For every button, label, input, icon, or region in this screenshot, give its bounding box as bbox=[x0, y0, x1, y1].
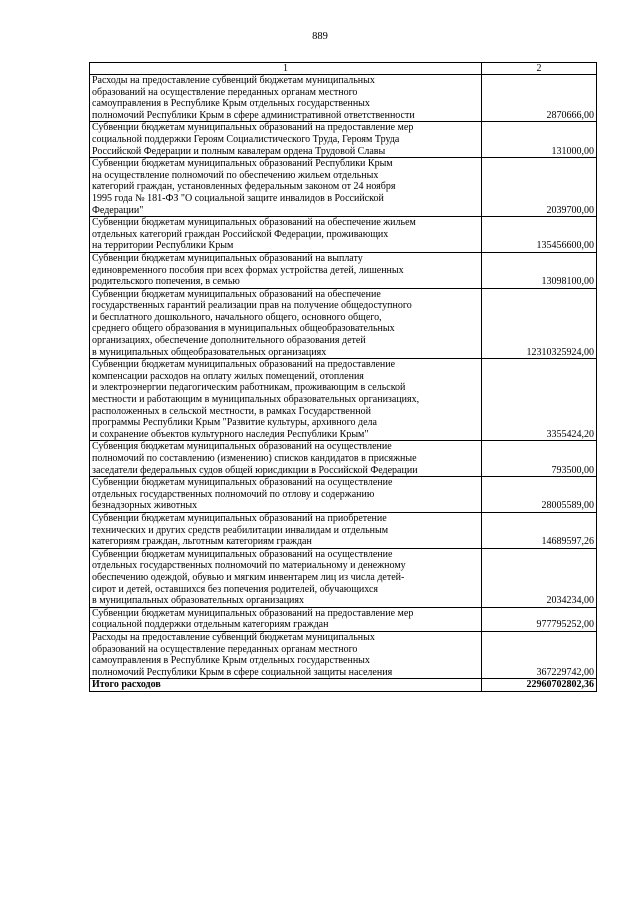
budget-table bbox=[89, 62, 597, 692]
row-amount: 2039700,00 bbox=[482, 158, 597, 217]
row-description: Субвенции бюджетам муниципальных образований на предоставление мер социальной поддержки Героям Социалистического Труда, Героям Труда Российской Федерации и полным кавалерам ордена Трудовой Славы bbox=[90, 122, 482, 158]
row-amount: 977795252,00 bbox=[482, 607, 597, 631]
row-amount: 2034234,00 bbox=[482, 548, 597, 607]
row-amount: 135456600,00 bbox=[482, 217, 597, 253]
row-description: Субвенции бюджетам муниципальных образований на приобретение технических и других средств реабилитации инвалидам и отдельным категориям граждан, льготным категориям граждан bbox=[90, 512, 482, 548]
row-description: Субвенции бюджетам муниципальных образований на предоставление компенсации расходов на оплату жилых помещений, отопления и электроэнергии педагогическим работникам, проживающим в сельской местности и работающим в муниципальных образовательных организациях, расположенных в сельской местности, в рамках Государственной программы Республики Крым "Развитие культуры, архивного дела и сохранение объектов культурного наследия Республики Крым" bbox=[90, 359, 482, 441]
row-amount: 793500,00 bbox=[482, 441, 597, 477]
row-amount: 13098100,00 bbox=[482, 252, 597, 288]
row-description: Субвенции бюджетам муниципальных образований Республики Крым на осуществление полномочий по обеспечению жильем отдельных категорий граждан, установленных федеральным законом от 24 ноября 1995 года № 181-ФЗ "О социальной защите инвалидов в Российской Федерации" bbox=[90, 158, 482, 217]
table-row bbox=[90, 441, 597, 477]
column-header-1: 1 bbox=[90, 63, 482, 75]
table-row bbox=[90, 252, 597, 288]
table-row bbox=[90, 217, 597, 253]
table-row bbox=[90, 548, 597, 607]
table-row bbox=[90, 607, 597, 631]
row-amount: 131000,00 bbox=[482, 122, 597, 158]
table-row bbox=[90, 75, 597, 122]
row-description: Субвенции бюджетам муниципальных образований на осуществление отдельных государственных полномочий по отлову и содержанию безнадзорных животных bbox=[90, 477, 482, 513]
row-description: Субвенция бюджетам муниципальных образований на осуществление полномочий по составлению (изменению) списков кандидатов в присяжные заседатели федеральных судов общей юрисдикции в Российской Федерации bbox=[90, 441, 482, 477]
total-row bbox=[90, 679, 597, 692]
row-description: Субвенции бюджетам муниципальных образований на обеспечение государственных гарантий реализации прав на получение общедоступного и бесплатного дошкольного, начального общего, основного общего, среднего общего образования в муниципальных общеобразовательных организациях, обеспечение дополнительного образования детей в муниципальных общеобразовательных организациях bbox=[90, 288, 482, 359]
row-amount: 12310325924,00 bbox=[482, 288, 597, 359]
row-description: Расходы на предоставление субвенций бюджетам муниципальных образований на осуществление переданных органам местного самоуправления в Республике Крым отдельных государственных полномочий Республики Крым в сфере административной ответственности bbox=[90, 75, 482, 122]
column-header-2: 2 bbox=[482, 63, 597, 75]
row-amount: 3355424,20 bbox=[482, 359, 597, 441]
table-row bbox=[90, 288, 597, 359]
row-description: Субвенции бюджетам муниципальных образований на предоставление мер социальной поддержки отдельным категориям граждан bbox=[90, 607, 482, 631]
page-number: 889 bbox=[312, 31, 328, 42]
table-row bbox=[90, 158, 597, 217]
row-amount: 28005589,00 bbox=[482, 477, 597, 513]
table-row bbox=[90, 512, 597, 548]
table-row bbox=[90, 477, 597, 513]
row-amount: 14689597,26 bbox=[482, 512, 597, 548]
row-description: Субвенции бюджетам муниципальных образований на осуществление отдельных государственных полномочий по материальному и денежному обеспечению одеждой, обувью и мягким инвентарем лиц из числа детей- сирот и детей, оставшихся без попечения родителей, обучающихся в муниципальных образовательных организациях bbox=[90, 548, 482, 607]
total-amount: 22960702802,36 bbox=[482, 679, 597, 692]
table-row bbox=[90, 631, 597, 678]
row-description: Субвенции бюджетам муниципальных образований на обеспечение жильем отдельных категорий граждан Российской Федерации, проживающих на территории Республики Крым bbox=[90, 217, 482, 253]
table-row bbox=[90, 359, 597, 441]
table-row bbox=[90, 122, 597, 158]
row-amount: 367229742,00 bbox=[482, 631, 597, 678]
table-header-row bbox=[90, 63, 597, 75]
row-description: Субвенции бюджетам муниципальных образований на выплату единовременного пособия при всех формах устройства детей, лишенных родительского попечения, в семью bbox=[90, 252, 482, 288]
row-amount: 2870666,00 bbox=[482, 75, 597, 122]
total-label: Итого расходов bbox=[90, 679, 482, 692]
row-description: Расходы на предоставление субвенций бюджетам муниципальных образований на осуществление переданных органам местного самоуправления в Республике Крым отдельных государственных полномочий Республики Крым в сфере социальной защиты населения bbox=[90, 631, 482, 678]
